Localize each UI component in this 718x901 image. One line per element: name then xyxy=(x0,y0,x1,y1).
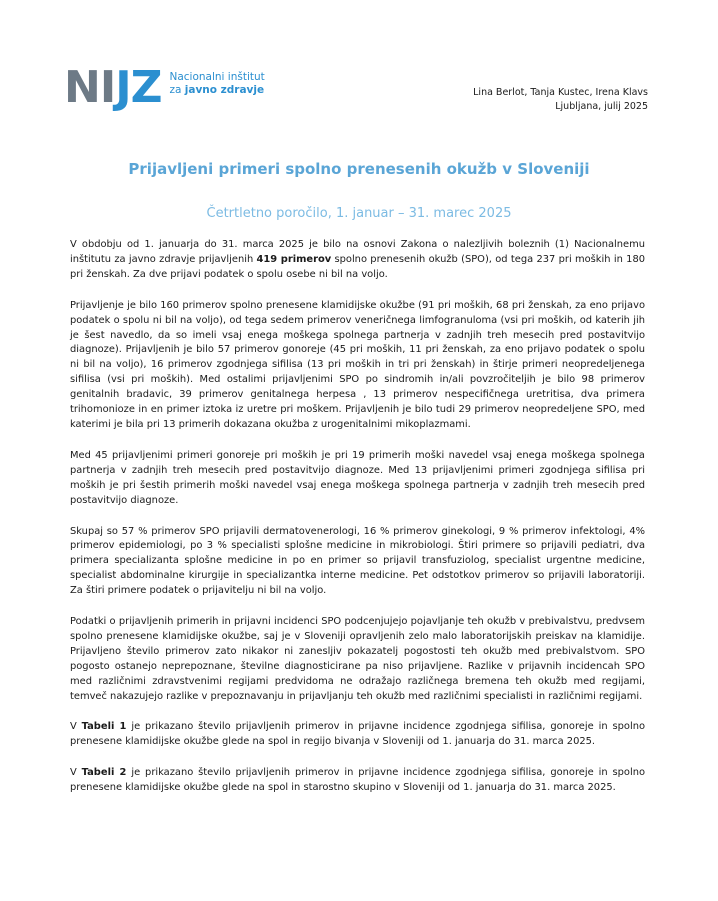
document-subtitle: Četrtletno poročilo, 1. januar – 31. marec 2025 xyxy=(206,206,512,221)
document-meta xyxy=(473,86,648,114)
p7-bold: Tabeli 2 xyxy=(81,767,127,779)
p6-text-b: je prikazano število prijavljenih primerov in prijavne incidence zgodnjega sifilisa, gonoreje in spolno prenesene klamidijske okužbe glede na spol in regijo bivanja v Sloveniji od 1. januarja do 31. marca 2025. xyxy=(70,721,645,748)
logo-mark-right: JZ xyxy=(115,62,162,113)
p6-bold: Tabeli 1 xyxy=(81,721,127,733)
p7-text-a: V xyxy=(70,767,82,779)
paragraph-3: Med 45 prijavljenimi primeri gonoreje pri moških je pri 19 primerih moški navedel vsaj enega moškega spolnega partnerja v zadnjih treh mesecih pred postavitvijo diagnoze. Med 13 prijavljenimi primeri zgodnjega sifilisa pri moških je pri šestih primerih moški navedel vsaj enega moškega spolnega partnerja v zadnjih treh mesecih pred postavitvijo diagnoze. xyxy=(70,449,645,506)
p1-bold: 419 primerov xyxy=(256,253,332,265)
p1-text-a: V obdobju od 1. januarja do 31. marca 2025 je bilo na osnovi Zakona o nalezljivih boleznih (1) Nacionalnemu inštitutu za javno zdravje prijavljenih xyxy=(70,239,645,265)
p6-text-a: V xyxy=(70,721,82,733)
paragraph-4: Skupaj so 57 % primerov SPO prijavili dermatovenerologi, 16 % primerov ginekologi, 9 % primerov infektologi, 4% primerov epidemiologi, po 3 % specialisti splošne medicine in mikrobiologi. Štiri primere so prijavili pediatri, dva primera specializanta splošne medicine in po en primer so prijavil transfuziolog, specialist urgentne medicine, specialist abdominalne kirurgije in specializantka interne medicine. Pet odstotkov primerov so prijavili laboratoriji. Za štiri primere podatek o prijavitelju ni bil na voljo. xyxy=(70,525,645,597)
nijz-logo xyxy=(64,62,265,113)
logo-mark xyxy=(64,62,162,113)
paragraph-5: Podatki o prijavljenih primerih in prijavni incidenci SPO podcenjujejo pojavljanje teh okužb v prebivalstvu, predvsem spolno prenesene klamidijske okužbe, saj je v Sloveniji opravljenih zelo malo laboratorijskih preiskav na klamidije. Prijavljeno število primerov zato nikakor ni zanesljiv pokazatelj pogostosti teh okužb med prebivalstvom. SPO pogosto ostanejo neprepoznane, številne diagnosticirane pa niso prijavljene. Razlike v prijavnih incidencah SPO med različnimi zdravstvenimi regijami predvidoma ne odražajo različnega bremena teh okužb med regijami, temveč nakazujejo razlike v prepoznavanju in prijavljanju teh okužb med različnimi specialisti in različnimi regijami. xyxy=(70,616,645,702)
document-body xyxy=(70,238,645,812)
paragraph-1 xyxy=(70,238,645,283)
logo-line1: Nacionalni inštitut xyxy=(169,71,265,83)
logo-text xyxy=(169,71,264,97)
logo-line2-bold: javno zdravje xyxy=(184,84,265,96)
p7-text-b: je prikazano število prijavljenih primerov in prijavne incidence zgodnjega sifilisa, gonoreje in spolno prenesene klamidijske okužbe glede na spol in starostno skupino v Sloveniji od 1. januarja do 31. marca 2025. xyxy=(70,767,645,794)
paragraph-7 xyxy=(70,766,645,796)
logo-line2-prefix: za xyxy=(169,84,182,96)
document-title: Prijavljeni primeri spolno prenesenih okužb v Sloveniji xyxy=(128,160,590,178)
p1-text-b: spolno prenesenih okužb (SPO), od tega 237 pri moških in 180 pri ženskah. Za dve prijavi podatek o spolu osebe ni bil na voljo. xyxy=(70,253,646,280)
paragraph-6 xyxy=(70,720,645,750)
place-date: Ljubljana, julij 2025 xyxy=(555,101,648,112)
paragraph-2: Prijavljenje je bilo 160 primerov spolno prenesene klamidijske okužbe (91 pri moških, 68 pri ženskah, za eno prijavo podatek o spolu ni bil na voljo), od tega sedem primerov veneričnega limfogranuloma (vsi pri moških, od katerih jih je šest navedlo, da so imeli vsaj enega moškega spolnega partnerja v zadnjih treh mesecih pred postavitvijo diagnoze). Prijavljenih je bilo 57 primerov gonoreje (45 pri moških, 11 pri ženskah, za eno prijavo podatek o spolu ni bil na voljo), 16 primerov zgodnjega sifilisa (13 pri moških in tri pri ženskah) in štirje primeri neopredeljenega sifilisa (vsi pri moških). Med ostalimi prijavljenimi SPO po sindromih in/ali povzročiteljih je bilo 98 primerov genitalnih bradavic, 39 primerov genitalnega herpesa , 13 primerov nespecifičnega uretritisa, dva primera trihomonioze in en primer iztoka iz uretre pri moškem. Prijavljenih je bilo tudi 29 primerov neopredeljene SPO, med katerimi je bila pri 13 primerih dokazana okužba z urogenitalnimi mikoplazmami. xyxy=(70,299,645,430)
logo-line2 xyxy=(169,84,264,97)
logo-mark-left: NI xyxy=(64,62,116,113)
authors: Lina Berlot, Tanja Kustec, Irena Klavs xyxy=(473,87,648,98)
